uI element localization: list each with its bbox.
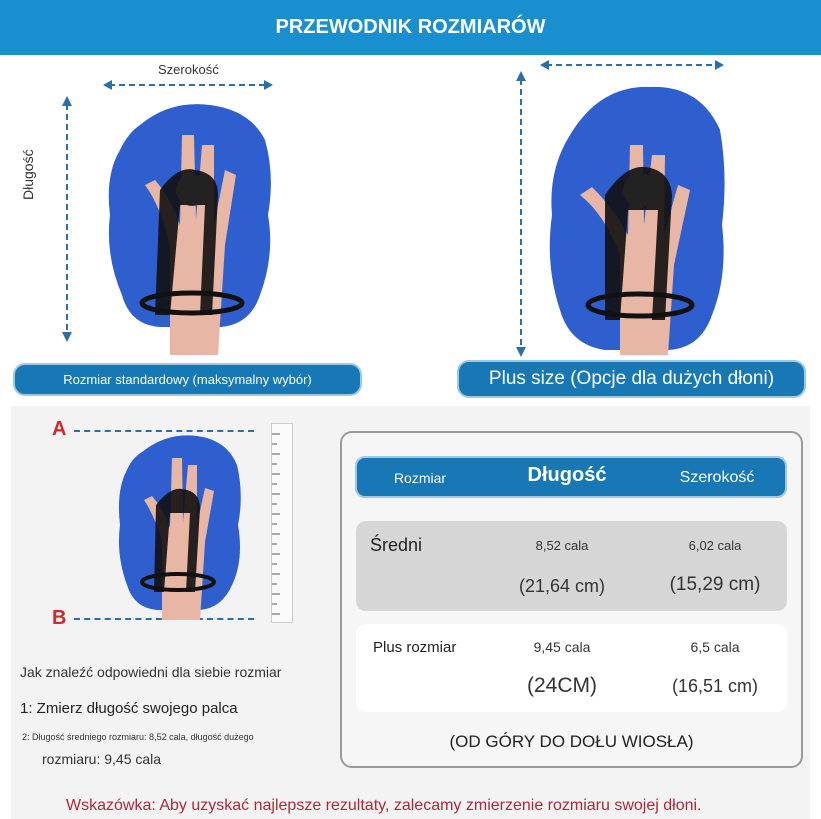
row-width-in: 6,02 cala — [688, 538, 742, 553]
length-arrow — [60, 96, 74, 342]
header-length: Długość — [527, 464, 607, 486]
row-size-name: Średni — [370, 535, 423, 555]
paddle-standard-illustration — [100, 95, 280, 360]
width-label: Szerokość — [158, 62, 219, 77]
plus-width-arrow — [540, 58, 724, 72]
instructions-title: Jak znaleźć odpowiedni dla siebie rozmiar — [20, 664, 282, 680]
table-row — [356, 521, 787, 611]
table-row — [356, 624, 787, 712]
row-length-cm: (24CM) — [526, 674, 597, 697]
instructions-step2b: rozmiaru: 9,45 cala — [42, 751, 162, 767]
instructions-step1: 1: Zmierz długość swojego palca — [20, 700, 238, 717]
page-title: PRZEWODNIK ROZMIARÓW — [0, 0, 821, 55]
row-length-cm: (21,64 cm) — [518, 576, 606, 596]
instructions-step2: 2: Długość średniego rozmiaru: 8,52 cala, długość dużego — [22, 732, 254, 742]
plus-size-pill: Plus size (Opcje dla dużych dłoni) — [457, 360, 806, 398]
standard-size-pill: Rozmiar standardowy (maksymalny wybór) — [13, 363, 362, 396]
row-width-in: 6,5 cala — [690, 639, 740, 655]
length-label: Długość — [20, 149, 36, 200]
header-width: Szerokość — [679, 469, 755, 486]
ruler — [271, 423, 293, 623]
table-header — [355, 456, 787, 498]
row-width-cm: (16,51 cm) — [671, 676, 759, 696]
tip-text: Wskazówka: Aby uzyskać najlepsze rezultaty, zalecamy zmierzenie rozmiaru swojej dłoni. — [66, 797, 702, 814]
row-length-in: 9,45 cala — [533, 639, 591, 655]
header-size: Rozmiar — [393, 470, 447, 486]
table-note: (OD GÓRY DO DOŁU WIOSŁA) — [449, 732, 694, 751]
marker-b: B — [52, 607, 67, 629]
row-width-cm: (15,29 cm) — [669, 574, 761, 595]
row-size-name: Plus rozmiar — [373, 639, 457, 656]
paddle-plus-illustration — [540, 75, 730, 355]
row-length-in: 8,52 cala — [535, 538, 589, 553]
width-arrow — [103, 78, 273, 92]
plus-length-arrow — [514, 71, 528, 357]
paddle-measure-illustration — [112, 430, 247, 620]
marker-a: A — [52, 418, 67, 440]
